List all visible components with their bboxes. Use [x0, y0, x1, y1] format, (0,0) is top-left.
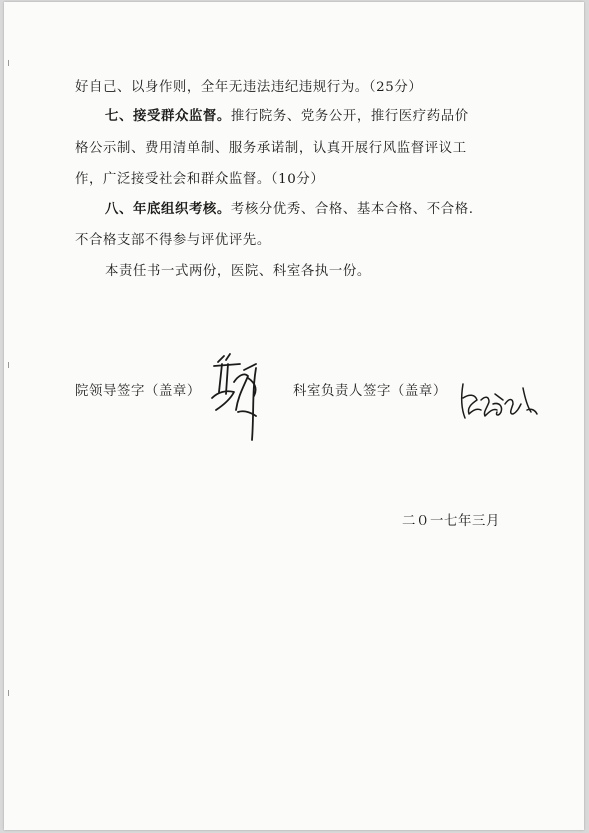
- paragraph-line-4: 作，广泛接受社会和群众监督。（10分）: [75, 172, 325, 187]
- department-head-signature: [457, 380, 539, 426]
- scan-mark: [8, 362, 9, 368]
- scan-mark: [8, 690, 9, 696]
- scan-mark: [8, 60, 9, 66]
- clause-eight-heading-line: 八、年底组织考核。考核分优秀、合格、基本合格、不合格.: [105, 201, 474, 217]
- department-head-signature-label: 科室负责人签字（盖章）: [293, 384, 447, 399]
- paragraph-line-1: 好自己、以身作则，全年无违法违纪违规行为。（25分）: [75, 80, 423, 95]
- hospital-leader-signature-label: 院领导签字（盖章）: [75, 384, 201, 399]
- document-date: 二０一七年三月: [402, 514, 500, 529]
- paragraph-line-7: 本责任书一式两份，医院、科室各执一份。: [105, 264, 371, 279]
- paragraph-line-3: 格公示制、费用清单制、服务承诺制，认真开展行风监督评议工: [75, 141, 467, 156]
- clause-seven-heading-line: 七、接受群众监督。推行院务、党务公开，推行医疗药品价: [105, 108, 469, 124]
- clause-seven-title: 七、接受群众监督。: [105, 108, 231, 124]
- paragraph-line-6: 不合格支部不得参与评优评先。: [75, 233, 271, 248]
- clause-eight-title: 八、年底组织考核。: [105, 201, 231, 217]
- document-page: [4, 2, 584, 830]
- hospital-leader-signature: [204, 352, 268, 444]
